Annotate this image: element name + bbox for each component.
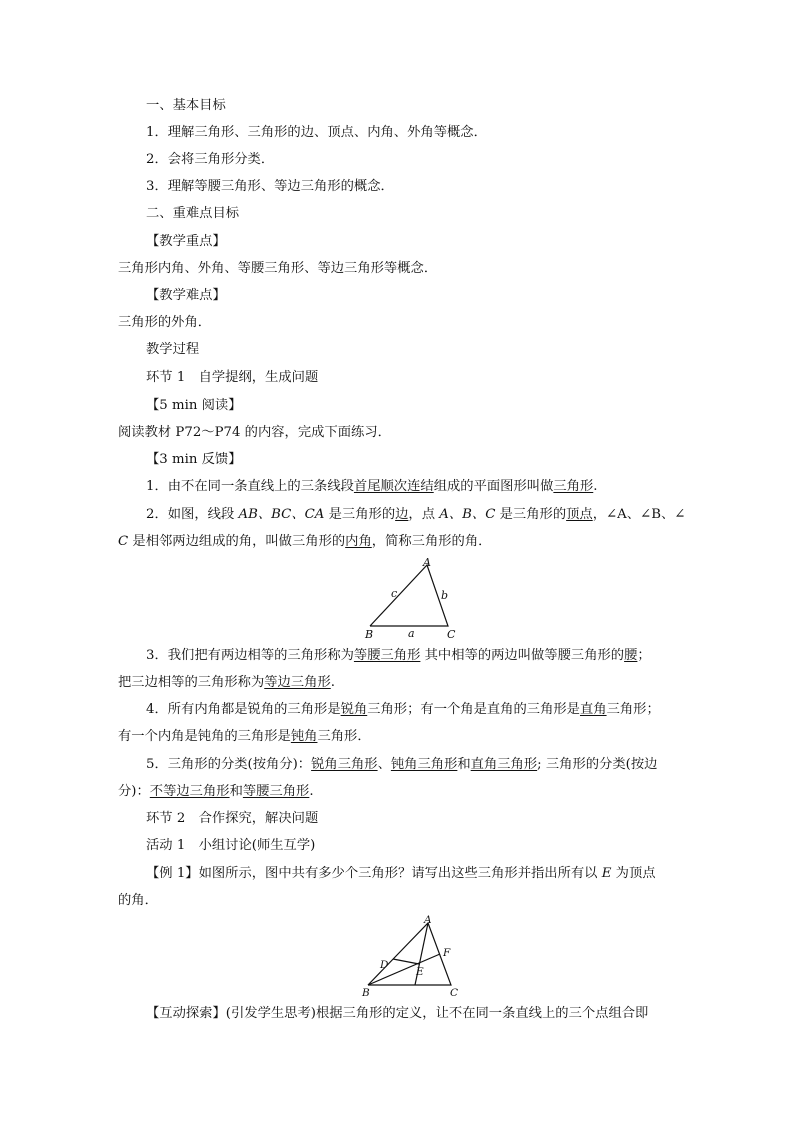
q4-p2: 三角形；有一个角是直角的三角形是 [367,702,580,717]
explore-label: 【互动探索】 [146,1006,226,1021]
ex1-vertex-e: E [601,866,612,881]
q2-answer-1: 边 [395,507,409,522]
segment-de [393,959,419,964]
q5-answer-4: 不等边三角形 [149,784,230,799]
question-1 [146,478,598,496]
fig1-label-side-b: b [441,589,449,602]
q4-answer-1: 锐角 [340,702,368,717]
q4-p3: 三角形； [606,702,660,717]
fig1-label-c-vertex: C [447,628,456,641]
feedback-label: 【3 min 反馈】 [146,452,242,467]
question-4-line-1 [146,701,660,719]
ex1-p2: 为顶点 [611,866,656,881]
section-heading-basic-goals: 一、基本目标 [146,98,226,113]
triangle-figure-2 [355,912,470,1002]
link2-heading: 环节 2 合作探究，解决问题 [146,811,319,826]
q2-p3: ，点 [408,507,440,522]
q2-segments: AB、BC、CA [238,507,325,522]
difficult-point-label: 【教学难点】 [146,288,226,303]
q2-p4: 是三角形的 [495,507,567,522]
q5-l2-p1: 分)： [118,784,150,799]
q3-p1: 3．我们把有两边相等的三角形称为 [146,648,354,663]
activity-1-heading: 活动 1 小组讨论(师生互学) [146,838,316,853]
example-1-line-2: 的角． [118,893,158,908]
q2-points: A、B、C [439,507,496,522]
q3-l2-p1: 把三边相等的三角形称为 [118,675,265,690]
question-2-line-2 [118,533,491,551]
explore-text: (引发学生思考)根据三角形的定义，让不在同一条直线上的三个点组合即 [225,1006,649,1021]
triangle-figure-1 [360,556,470,642]
difficult-point-text: 三角形的外角． [118,315,212,330]
q4-answer-3: 钝角 [290,729,318,744]
q2-l2-p1: 是相邻两边组成的角，叫做三角形的 [128,534,346,549]
q2-p1: 2．如图，线段 [146,507,239,522]
question-2-line-1 [146,506,685,524]
question-5-line-2 [118,783,314,801]
process-heading: 教学过程 [146,342,200,357]
q5-answer-3: 直角三角形 [470,757,538,772]
q4-answer-2: 直角 [579,702,607,717]
q3-p3: ； [637,648,651,663]
q5-answer-5: 等腰三角形 [242,784,310,799]
q5-answer-2: 钝角三角形 [390,757,458,772]
reading-text: 阅读教材 P72～P74 的内容，完成下面练习． [118,425,391,440]
goal-item-2: 2．会将三角形分类． [146,152,275,167]
q4-l2-p1: 有一个内角是钝角的三角形是 [118,729,291,744]
triangle-abc [370,565,448,626]
fig2-label-e: E [416,966,424,978]
question-4-line-2 [118,728,371,746]
q5-sep-1: 、 [377,757,391,772]
fig2-label-d: D [380,959,389,971]
q5-l2-sep: 和 [229,784,243,799]
key-point-label: 【教学重点】 [146,234,226,249]
link1-heading: 环节 1 自学提纲，生成问题 [146,370,319,385]
ex1-p1: 如图所示，图中共有多少个三角形？请写出这些三角形并指出所有以 [198,866,602,881]
question-3-line-2 [118,674,335,692]
q5-p2: ; 三角形的分类(按边 [537,757,658,772]
q1-answer-1: 首尾顺次连结 [353,479,434,494]
reading-label: 【5 min 阅读】 [146,398,242,413]
fig1-label-b-vertex: B [365,628,374,641]
fig2-label-f: F [443,947,451,959]
fig1-label-side-a: a [408,627,415,640]
segment-bf [368,954,440,985]
q1-end: . [593,479,598,494]
q1-mid: 组成的平面图形叫做 [433,479,554,494]
q3-answer-2: 腰 [624,648,638,663]
example-1-line-1 [146,865,656,883]
interactive-exploration [146,1005,648,1023]
q2-angle-c: C [118,534,129,549]
question-5-line-1 [146,756,657,774]
q3-answer-1: 等腰三角形 [353,648,421,663]
q2-answer-3: 内角 [345,534,372,549]
q1-pre: 1．由不在同一条直线上的三条线段 [146,479,354,494]
key-point-text: 三角形内角、外角、等腰三角形、等边三角形等概念． [118,261,438,276]
q1-answer-2: 三角形 [553,479,594,494]
ex1-label: 【例 1】 [146,866,199,881]
q4-l2-p2: 三角形． [317,729,371,744]
q5-p1: 5．三角形的分类(按角分)： [146,757,312,772]
fig2-label-b: B [362,987,370,999]
goal-item-3: 3．理解等腰三角形、等边三角形的概念． [146,179,394,194]
q3-l2-end: . [330,675,335,690]
fig2-label-a: A [424,914,432,926]
fig1-label-side-c: c [391,587,398,600]
q3-answer-3: 等边三角形 [264,675,331,690]
q5-l2-end: . [309,784,314,799]
q4-p1: 4．所有内角都是锐角的三角形是 [146,702,341,717]
q5-answer-1: 锐角三角形 [311,757,378,772]
question-3-line-1 [146,647,651,665]
q2-p2: 是三角形的 [324,507,396,522]
section-heading-key-goals: 二、重难点目标 [146,206,240,221]
goal-item-1: 1．理解三角形、三角形的边、顶点、内角、外角等概念． [146,125,487,140]
fig1-label-a-vertex: A [423,556,431,569]
q2-l2-p2: ，简称三角形的角． [371,534,492,549]
q3-p2: 其中相等的两边叫做等腰三角形的 [420,648,625,663]
q2-answer-2: 顶点 [566,507,593,522]
fig2-label-c: C [450,987,459,999]
q5-sep-2: 和 [457,757,471,772]
q2-p5: ，∠A、∠B、∠ [592,507,686,522]
